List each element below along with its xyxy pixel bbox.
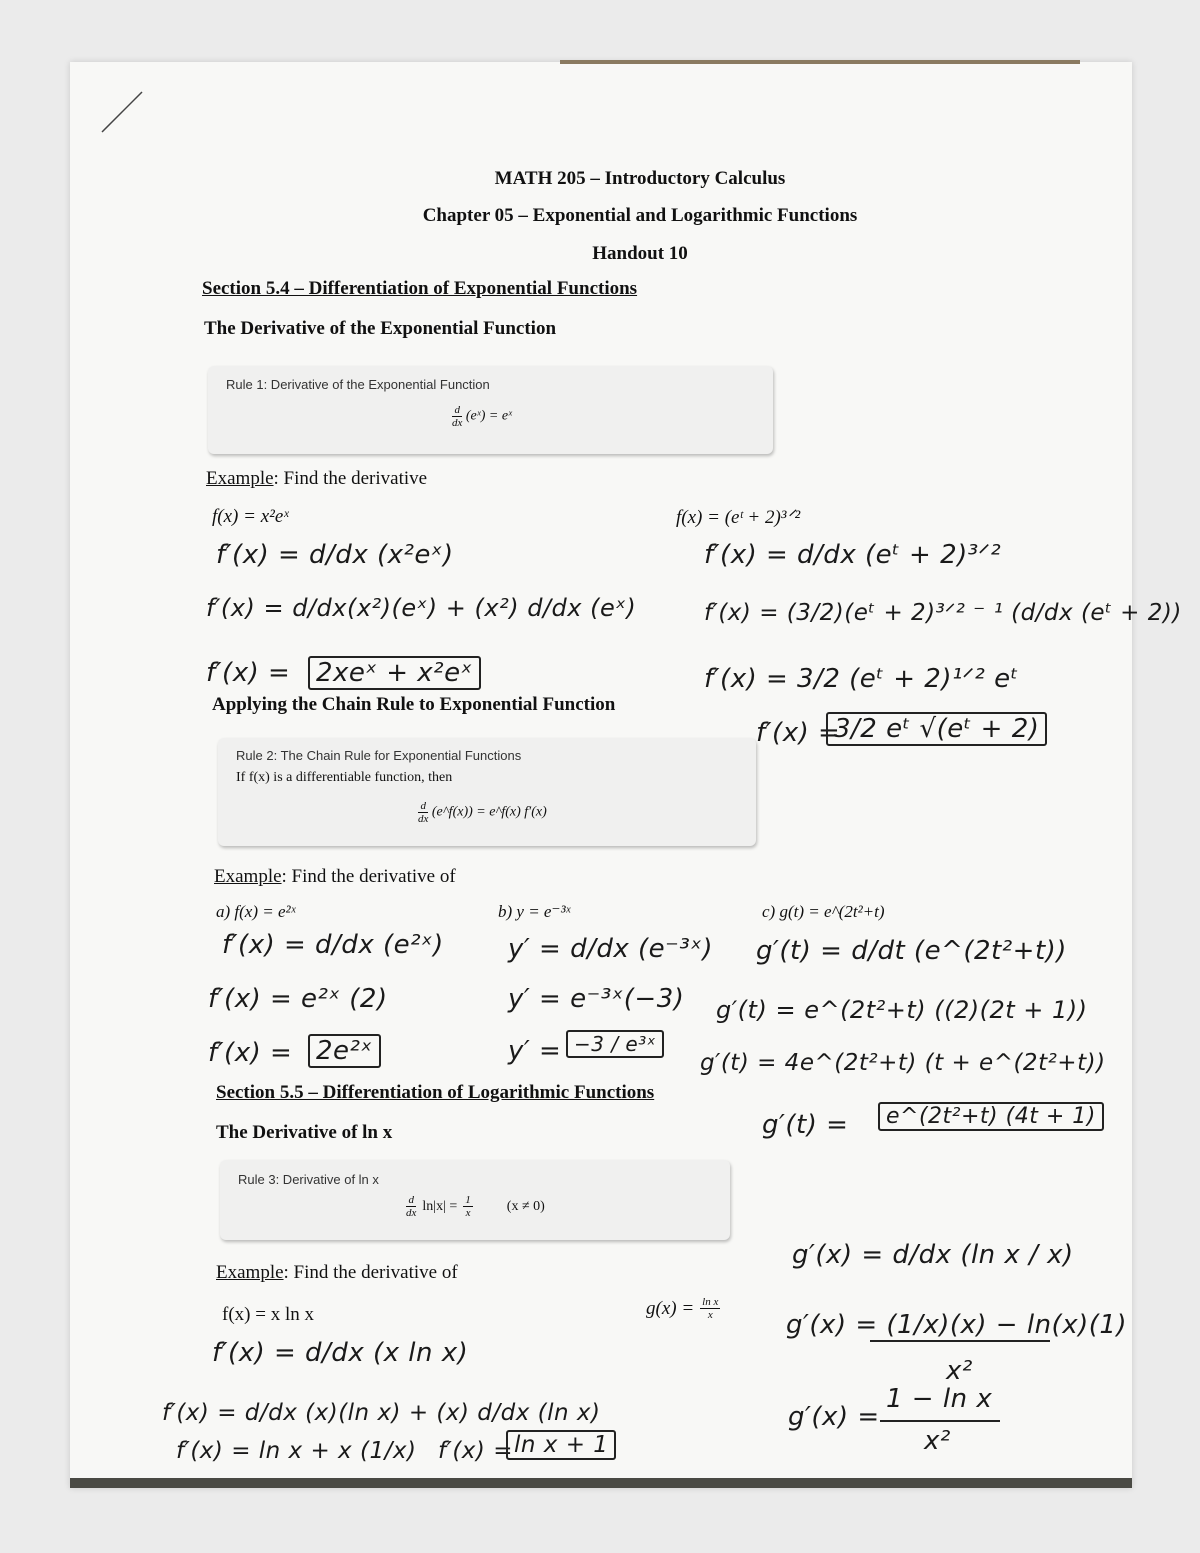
rule-3-dx: dx: [406, 1207, 417, 1219]
part-c-step-2: g′(t) = e^(2t²+t) ((2)(2t + 1)): [716, 996, 1088, 1024]
rule-1-label: Rule 1: Derivative of the Exponential Function: [226, 377, 490, 392]
example-3-rest: : Find the derivative of: [283, 1262, 458, 1283]
ex3-left-function: f(x) = x ln x: [222, 1304, 314, 1325]
rule-3-formula: [406, 1194, 545, 1219]
rule-1-rest: (eˣ) = eˣ: [465, 408, 512, 424]
ln-derivative-subtitle: The Derivative of ln x: [216, 1122, 393, 1143]
ex1-left-step-1: f′(x) = d/dx (x²eˣ): [216, 540, 454, 570]
example-2-rest: : Find the derivative of: [281, 866, 456, 887]
rule-3-box: [220, 1160, 730, 1240]
part-c-step-1: g′(t) = d/dt (e^(2t²+t)): [756, 936, 1067, 966]
example-1-left-function: f(x) = x²eˣ: [212, 506, 289, 527]
rule-3-condition: (x ≠ 0): [506, 1198, 545, 1214]
example-3-heading: [216, 1262, 458, 1284]
part-a-function: a) f(x) = e²ˣ: [216, 902, 296, 921]
part-b-step-3: y′ =: [508, 1036, 562, 1066]
example-1-word: Example: [206, 468, 274, 489]
ex3-right-den-1: x²: [946, 1356, 973, 1386]
ex3-right-step-2: g′(x) = (1/x)(x) − ln(x)(1): [786, 1310, 1128, 1340]
ex1-right-step-4: f′(x) =: [756, 718, 841, 748]
ex3-right-fraction-bar-1: [870, 1340, 1050, 1342]
ex3-right-den-2: x²: [924, 1426, 951, 1456]
rule-3-label: Rule 3: Derivative of ln x: [238, 1172, 379, 1187]
paper-bottom-edge: [70, 1478, 1132, 1488]
chapter-title: Chapter 05 – Exponential and Logarithmic Functions: [422, 205, 858, 226]
ex3-right-num-2: 1 − ln x: [886, 1384, 993, 1414]
example-3-word: Example: [216, 1262, 284, 1283]
ex3-right-function: [646, 1296, 720, 1321]
part-b-answer: −3 / e³ˣ: [566, 1030, 664, 1058]
rule-3-x: x: [465, 1207, 471, 1219]
section-5-5-title: Section 5.5 – Differentiation of Logarithmic Functions: [216, 1082, 655, 1103]
rule-2-text: If f(x) is a differentiable function, then: [236, 770, 453, 785]
part-b-function: b) y = e⁻³ˣ: [498, 902, 571, 921]
paper-top-edge: [560, 60, 1080, 64]
example-2-word: Example: [214, 866, 282, 887]
ex3-right-step-3: g′(x) =: [788, 1402, 880, 1432]
pencil-mark: [98, 88, 148, 136]
part-a-step-3: f′(x) =: [208, 1038, 293, 1068]
part-b-step-2: y′ = e⁻³ˣ(−3): [508, 984, 685, 1014]
chain-rule-subtitle: Applying the Chain Rule to Exponential Function: [212, 694, 616, 715]
ex1-left-step-3: f′(x) =: [206, 658, 291, 688]
ex3-right-num: ln x: [702, 1296, 719, 1308]
part-c-function: c) g(t) = e^(2t²+t): [762, 902, 885, 921]
rule-1-dx: dx: [452, 417, 463, 429]
ex3-right-fraction-bar-2: [880, 1420, 1000, 1422]
part-c-answer: e^(2t²+t) (4t + 1): [878, 1102, 1104, 1131]
ex3-right-lhs: g(x) =: [646, 1297, 695, 1319]
example-1-rest: : Find the derivative: [273, 468, 428, 489]
part-a-step-2: f′(x) = e²ˣ (2): [208, 984, 388, 1014]
ex1-right-step-3: f′(x) = 3/2 (eᵗ + 2)¹ᐟ² eᵗ: [704, 664, 1019, 694]
rule-1-formula: [452, 404, 512, 429]
rule-3-mid: ln|x| =: [422, 1198, 458, 1214]
ex3-right-den: x: [707, 1309, 713, 1321]
rule-2-dx: dx: [418, 813, 429, 825]
ex3-left-step-2: f′(x) = d/dx (x)(ln x) + (x) d/dx (ln x): [162, 1400, 601, 1426]
rule-2-rest: (e^f(x)) = e^f(x) f′(x): [431, 804, 547, 820]
example-1-right-function: f(x) = (eᵗ + 2)³ᐟ²: [676, 507, 801, 528]
exp-derivative-subtitle: The Derivative of the Exponential Function: [204, 318, 557, 339]
handout-title: Handout 10: [592, 243, 688, 264]
course-title: MATH 205 – Introductory Calculus: [494, 168, 786, 189]
ex1-right-answer: 3/2 eᵗ √(eᵗ + 2): [826, 712, 1047, 746]
rule-2-formula: [418, 800, 547, 825]
rule-2-d: d: [420, 800, 426, 812]
ex1-left-step-2: f′(x) = d/dx(x²)(eˣ) + (x²) d/dx (eˣ): [206, 594, 637, 622]
rule-1-box: [208, 366, 773, 454]
section-5-4-title: Section 5.4 – Differentiation of Exponential Functions: [202, 278, 638, 299]
ex3-right-step-1: g′(x) = d/dx (ln x / x): [792, 1240, 1074, 1270]
example-2-heading: [214, 866, 456, 888]
rule-2-label: Rule 2: The Chain Rule for Exponential Functions: [236, 748, 522, 763]
rule-1-d: d: [454, 404, 460, 416]
rule-2-box: [218, 738, 756, 846]
ex3-left-step-1: f′(x) = d/dx (x ln x): [212, 1338, 469, 1368]
ex3-left-step-4: f′(x) =: [438, 1438, 513, 1464]
ex3-left-answer: ln x + 1: [506, 1430, 616, 1460]
part-c-step-3: g′(t) = 4e^(2t²+t) (t + e^(2t²+t)): [700, 1050, 1106, 1076]
rule-3-one: 1: [465, 1194, 471, 1206]
part-b-step-1: y′ = d/dx (e⁻³ˣ): [508, 934, 713, 964]
part-c-step-4: g′(t) =: [762, 1110, 849, 1140]
part-a-answer: 2e²ˣ: [308, 1034, 381, 1068]
ex1-right-step-2: f′(x) = (3/2)(eᵗ + 2)³ᐟ² ⁻ ¹ (d/dx (eᵗ + 2)): [704, 600, 1182, 626]
ex3-left-step-3: f′(x) = ln x + x (1/x): [176, 1438, 417, 1464]
part-a-step-1: f′(x) = d/dx (e²ˣ): [222, 930, 444, 960]
ex1-right-step-1: f′(x) = d/dx (eᵗ + 2)³ᐟ²: [704, 540, 1002, 570]
ex1-left-answer: 2xeˣ + x²eˣ: [308, 656, 481, 690]
rule-3-d: d: [408, 1194, 414, 1206]
example-1-heading: [206, 468, 427, 490]
